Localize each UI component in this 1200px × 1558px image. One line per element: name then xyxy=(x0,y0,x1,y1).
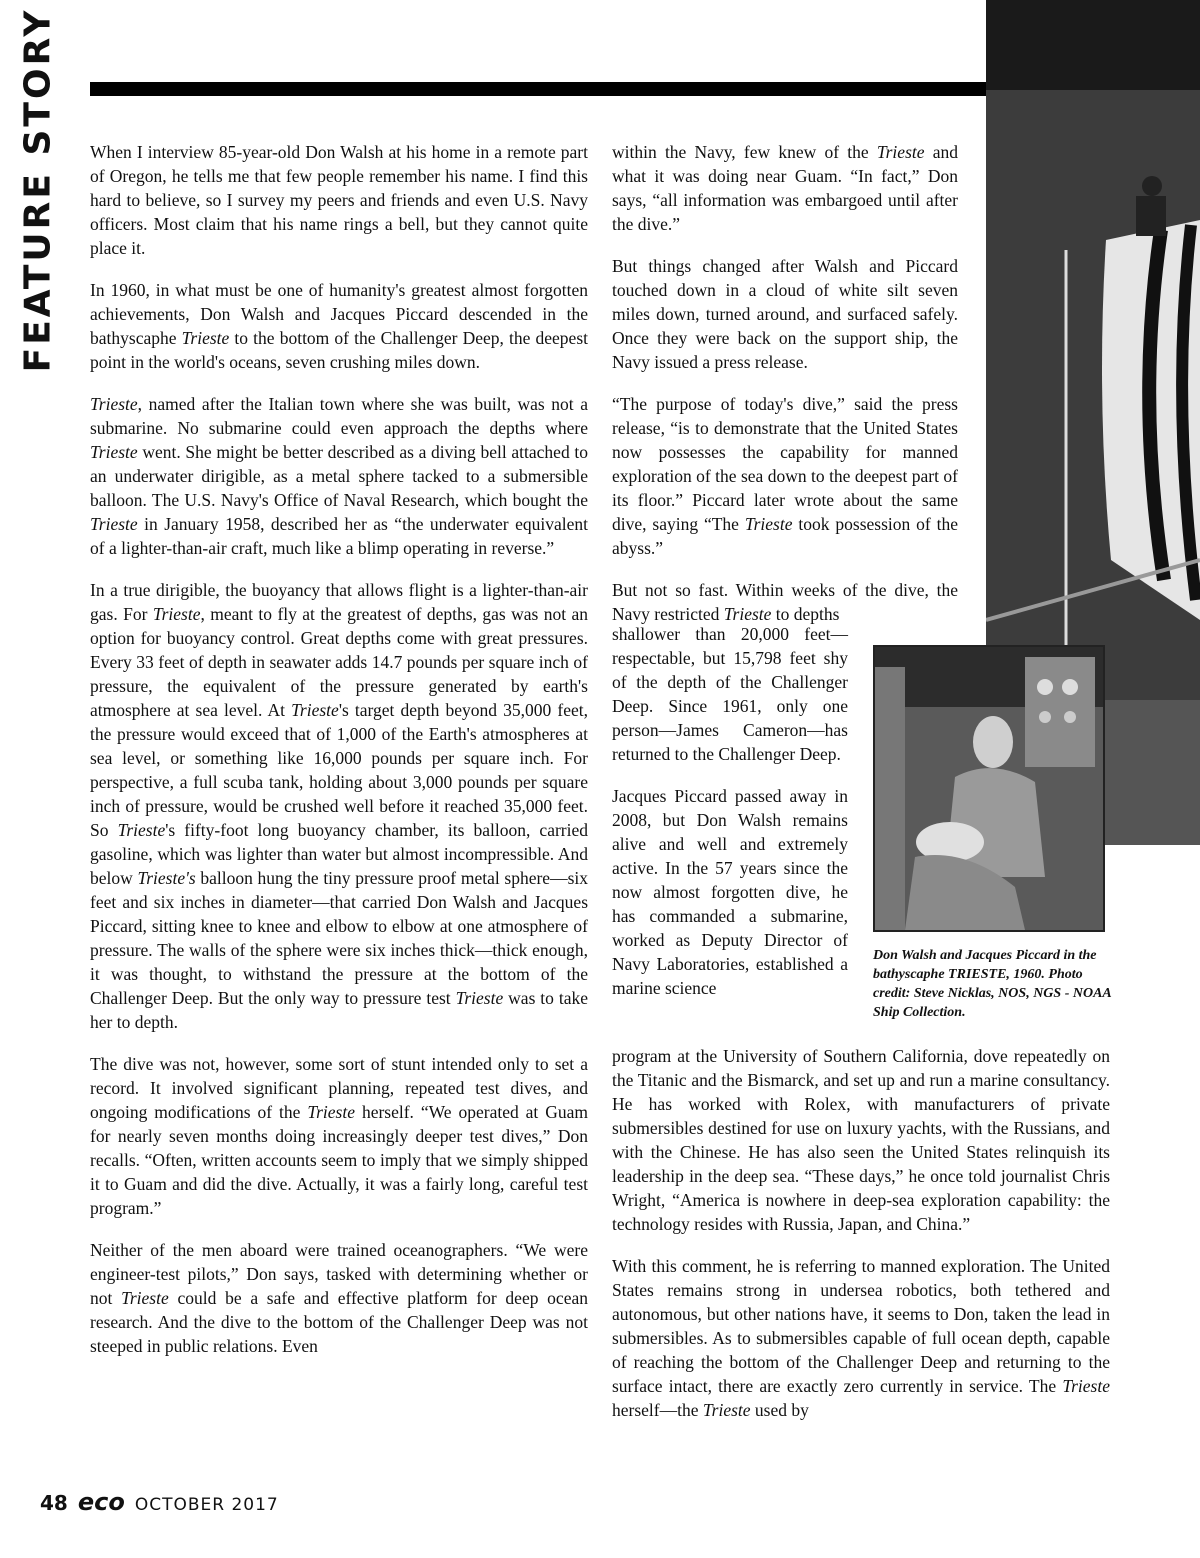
paragraph: “The purpose of today's dive,” said the press release, “is to demonstrate that the United States now possesses the capability for manned exploration of the sea down to the deepest part of its floor.” Piccard later wrote about the same dive, saying “The Trieste took possession of the abyss.” xyxy=(612,394,958,558)
photo-caption: Don Walsh and Jacques Piccard in the bathyscaphe TRIESTE, 1960. Photo credit: Steve Nicklas, NOS, NGS - NOAA Ship Collection. xyxy=(873,948,1111,1020)
top-rule xyxy=(90,82,1000,96)
paragraph: In a true dirigible, the buoyancy that allows flight is a lighter-than-air gas. For Trieste, meant to fly at the greatest of depths, gas was not an option for buoyancy control. Great depths come with great pressures. Every 33 feet of depth in seawater adds 14.7 pounds per square inch of pressure, the equivalent of the pressure generated by earth's atmosphere at sea level. At Trieste's target depth beyond 35,000 feet, the pressure would exceed that of 1,000 of the Earth's atmospheres at sea level, or something like 16,000 pounds per square inch. For perspective, a full scuba tank, holding about 3,000 pounds per square inch of pressure, would be crushed well before it reached 35,000 feet. So Trieste's fifty-foot long buoyancy chamber, its balloon, carried gasoline, which was lighter than water but almost incompressible. And below Trieste's balloon hung the tiny pressure proof metal sphere—six feet and six inches in diameter—that carried Don Walsh and Jacques Piccard, sitting knee to knee and elbow to elbow at one atmosphere of pressure. The walls of the sphere were six inches thick—thick enough, it was thought, to withstand the pressure at the bottom of the Challenger Deep. But the only way to pressure test Trieste was to take her to depth. xyxy=(90,580,589,1032)
paragraph: But things changed after Walsh and Piccard touched down in a cloud of white silt seven miles down, turned around, and surfaced safely. Once they were back on the support ship, the Navy issued a press release. xyxy=(612,256,958,372)
section-label xyxy=(17,7,59,373)
inset-photo-illustration xyxy=(875,647,1103,930)
column-left xyxy=(90,140,588,1376)
paragraph: program at the University of Southern California, dove repeatedly on the Titanic and the Bismarck, and set up and run a marine consultancy. He has worked with Rolex, with manufacturers of private submersibles destined for use on luxury yachts, with the Russians, and with the Chinese. He has also seen the United States relinquish its leadership in the deep sea. “These days,” he once told journalist Chris Wright, “America is nowhere in deep-sea exploration capability: the technology resides with Russia, Japan, and China.” xyxy=(612,1046,1110,1234)
paragraph: In 1960, in what must be one of humanity's greatest almost forgotten achievements, Don Walsh and Jacques Piccard descended in the bathyscaphe Trieste to the bottom of the Challenger Deep, the deepest point in the world's oceans, seven crushing miles down. xyxy=(90,280,588,372)
paragraph: Jacques Piccard passed away in 2008, but Don Walsh remains alive and well and extremely active. In the 57 years since the now almost forgotten dive, he has commanded a submarine, worked as Deputy Director of Navy Laboratories, established a marine science xyxy=(612,786,848,998)
paragraph: shallower than 20,000 feet—respectable, but 15,798 feet shy of the depth of the Challenger Deep. Since 1961, only one person—James Cameron—has returned to the Challenger Deep. xyxy=(612,624,848,764)
page-number: 48 xyxy=(40,1491,68,1515)
issue-date: OCTOBER 2017 xyxy=(134,1495,279,1515)
paragraph: The dive was not, however, some sort of stunt intended only to set a record. It involved significant planning, repeated test dives, and ongoing modifications of the Trieste herself. “We operated at Guam for nearly seven months doing increasingly deeper test dives,” Don recalls. “Often, written accounts seem to imply that we simply shipped it to Guam and did the dive. Actually, it was a fairly long, careful test program.” xyxy=(90,1054,588,1218)
page-footer xyxy=(40,1488,279,1516)
paragraph: Neither of the men aboard were trained oceanographers. “We were engineer-test pilots,” Don says, tasked with determining whether or not Trieste could be a safe and effective platform for deep ocean research. And the dive to the bottom of the Challenger Deep was not steeped in public relations. Even xyxy=(90,1240,588,1356)
paragraph: Trieste, named after the Italian town where she was built, was not a submarine. No submarine could even approach the depths where Trieste went. She might be better described as a diving bell attached to an underwater dirigible, as a metal sphere tacked to a submersible balloon. The U.S. Navy's Office of Naval Research, which bought the Trieste in January 1958, described her as “the underwater equivalent of a lighter-than-air craft, much like a blimp operating in reverse.” xyxy=(90,394,588,558)
column-right-top xyxy=(612,140,958,626)
column-right-narrow xyxy=(612,622,848,1000)
paragraph: within the Navy, few knew of the Trieste and what it was doing near Guam. “In fact,” Don says, “all information was embargoed until after the dive.” xyxy=(612,142,958,234)
paragraph: With this comment, he is referring to manned exploration. The United States remains strong in undersea robotics, both tethered and autonomous, but other nations have, it seems to Don, taken the lead in submersibles. As to submersibles capable of full ocean depth, capable of reaching the bottom of the Challenger Deep and returning to the surface intact, there are exactly zero currently in service. The Trieste herself—the Trieste used by xyxy=(612,1256,1110,1420)
inset-photo-walsh-piccard xyxy=(873,645,1105,932)
column-right-bottom xyxy=(612,1044,1110,1440)
magazine-logo: eco xyxy=(77,1488,125,1516)
section-label-text: FEATURE STORY xyxy=(17,7,59,373)
paragraph: When I interview 85-year-old Don Walsh at his home in a remote part of Oregon, he tells me that few people remember his name. I find this hard to believe, so I survey my peers and friends and even U.S. Navy officers. Most claim that his name rings a bell, but they cannot quite place it. xyxy=(90,142,588,258)
paragraph: But not so fast. Within weeks of the dive, the Navy restricted Trieste to depths xyxy=(612,580,958,624)
